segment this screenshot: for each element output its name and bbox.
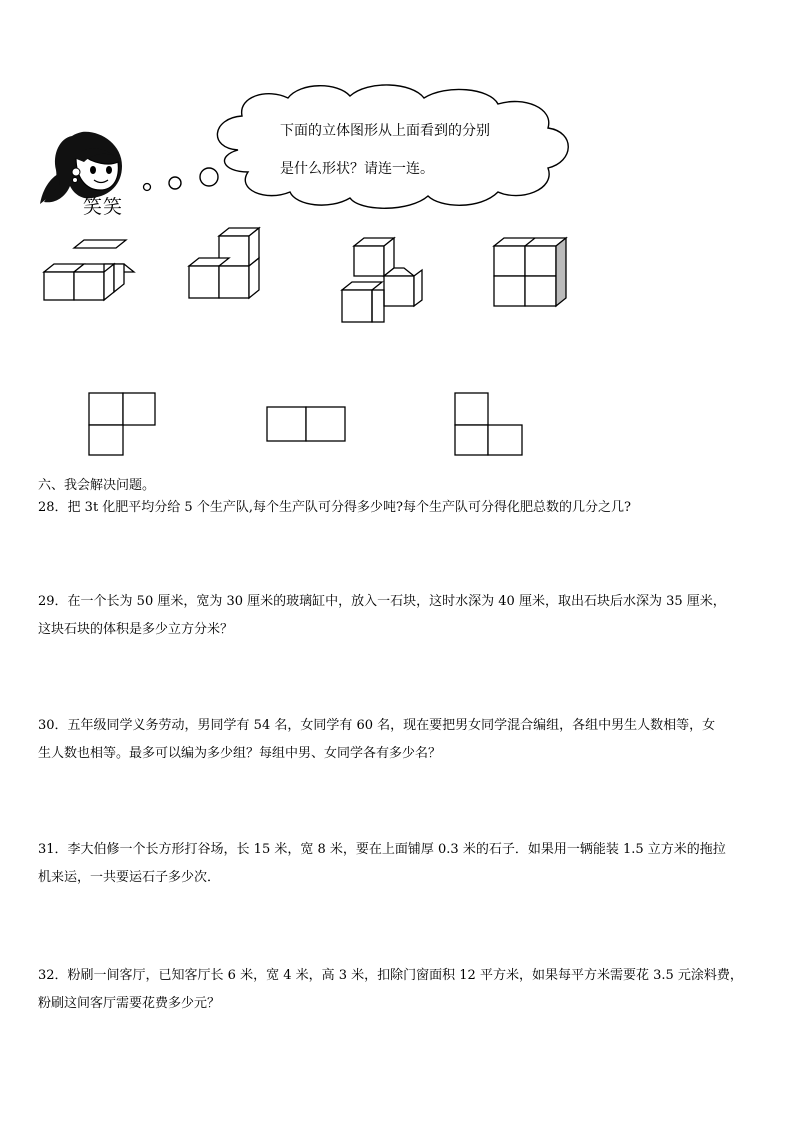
question-line: 这块石块的体积是多少立方分米？: [38, 622, 234, 637]
top-view-two-squares: [264, 404, 354, 449]
solid-figure-d: [490, 236, 580, 316]
question-line: 31．李大伯修一个长方形打谷场，长 15 米，宽 8 米，要在上面铺厚 0.3 米的石子．如果用一辆能装 1.5 立方米的拖拉: [38, 842, 726, 857]
top-view-l-shape: [86, 390, 166, 460]
section-title: 六、我会解决问题。: [38, 478, 156, 493]
question-line: 32．粉刷一间客厅，已知客厅长 6 米，宽 4 米，高 3 米，扣除门窗面积 12 平方米，如果每平方米需要花 3.5 元涂料费，: [38, 968, 743, 983]
question-line: 粉刷这间客厅需要花费多少元？: [38, 996, 221, 1011]
question-31: [38, 836, 760, 892]
question-30: [38, 712, 760, 768]
top-view-l-shape-flipped: [452, 390, 532, 460]
question-line: 28．把 3t 化肥平均分给 5 个生产队,每个生产队可分得多少吨?每个生产队可分得化肥总数的几分之几?: [38, 500, 631, 515]
bubble-line-1: 下面的立体图形从上面看到的分别: [280, 123, 490, 139]
bubble-line-2: 是什么形状？请连一连。: [280, 161, 434, 177]
solid-figure-b: [185, 226, 275, 306]
question-32: [38, 962, 760, 1018]
mascot-label: 笑笑: [83, 196, 124, 218]
solid-figure-a: [40, 240, 140, 310]
question-line: 30．五年级同学义务劳动，男同学有 54 名，女同学有 60 名，现在要把男女同学混合编组，各组中男生人数相等，女: [38, 718, 716, 733]
question-line: 29．在一个长为 50 厘米，宽为 30 厘米的玻璃缸中，放入一石块，这时水深为 40 厘米，取出石块后水深为 35 厘米，: [38, 594, 726, 609]
question-28: [38, 494, 760, 522]
question-line: 生人数也相等。最多可以编为多少组？每组中男、女同学各有多少名？: [38, 746, 442, 761]
solid-figure-c: [338, 236, 428, 326]
question-line: 机来运，一共要运石子多少次．: [38, 870, 221, 885]
question-29: [38, 588, 760, 644]
